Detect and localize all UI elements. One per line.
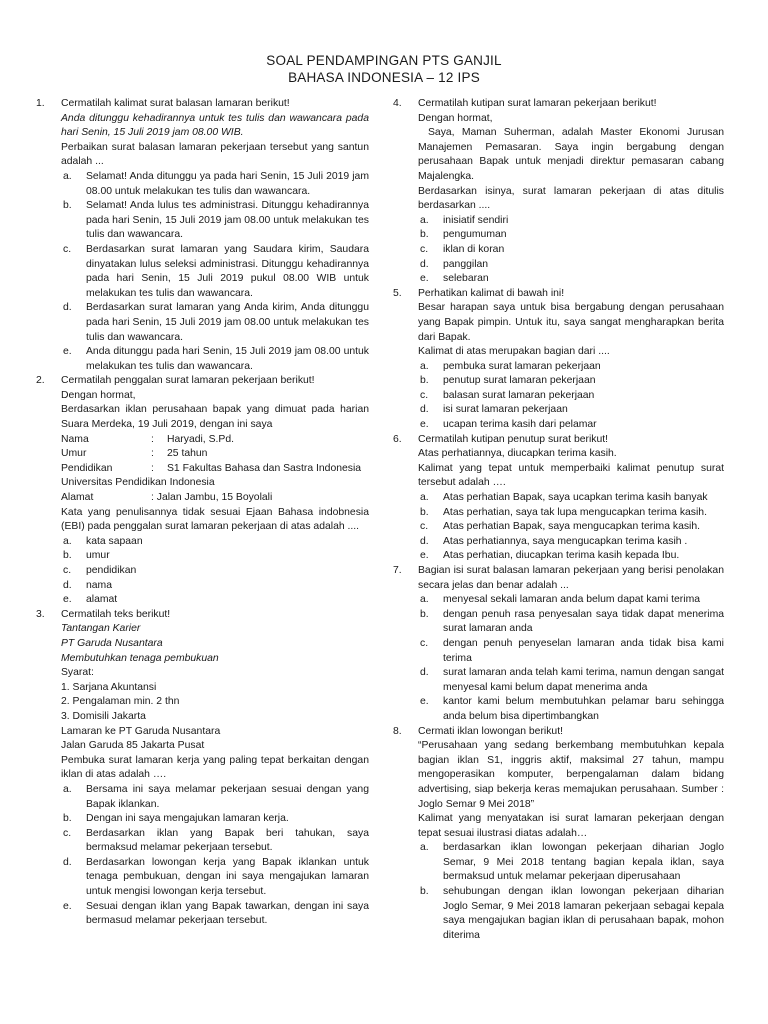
option-text: iklan di koran [443,243,505,255]
option-label: b. [420,886,429,898]
option-c [61,243,369,301]
option-text: selebaran [443,273,489,285]
ad-line: Membutuhkan tenaga pembukuan [61,652,219,664]
option-label: c. [420,243,429,255]
option-text: alamat [86,594,118,606]
option-label: e. [420,419,429,431]
question-stem: Cermatilah kutipan surat lamaran pekerjaan berikut! [418,98,657,109]
option-label: e. [420,273,429,285]
req-line: 2. Pengalaman min. 2 thn [61,696,180,708]
option-text: penutup surat lamaran pekerjaan [443,375,596,387]
option-b [418,885,724,943]
option-label: c. [63,243,72,255]
question-stem: Bagian isi surat balasan lamaran pekerjaan yang berisi penolakan secara jelas dan benar adalah ... [418,565,724,591]
field-sep: : [151,448,154,460]
option-d [418,666,724,695]
option-text: Berdasarkan surat lamaran yang Saudara kirim, Saudara dinyatakan lulus seleksi administrasi. Ditunggu kehadirannya pada hari Senin, 15 Juli 2019 pukul 08.00 WIB untuk melakukan tes tulis dan wawancara. [86,243,369,299]
option-b [61,199,369,243]
option-label: c. [63,827,72,839]
option-label: e. [63,900,72,912]
field-value: Haryadi, S.Pd. [167,433,234,445]
field-row-pendidikan [61,462,369,477]
field-key: Umur [61,448,87,460]
option-label: b. [420,375,429,387]
field-row-umur [61,447,369,462]
option-text: Sesuai dengan iklan yang Bapak tawarkan, dengan ini saya bermasud melamar pekerjaan tersebut. [86,900,369,927]
field-sep: : [151,433,154,445]
option-text: nama [86,579,112,591]
req-line: 3. Domisili Jakarta [61,710,146,722]
field-key: Alamat [61,492,94,504]
option-label: e. [63,346,72,358]
field-value: S1 Fakultas Bahasa dan Sastra Indonesia [167,462,362,474]
question-ask: Berdasarkan isinya, surat lamaran pekerjaan di atas ditulis berdasarkan .... [418,185,724,212]
field-value: 25 tahun [167,448,208,460]
letter-body: Saya, Maman Suherman, adalah Master Ekonomi Jurusan Manajemen Pemasaran. Saya ingin bergabung dengan perusahaan Bapak untuk menjadi direktur pemasaran cabang Majalengka. [418,127,724,182]
question-ask: Kalimat yang menyatakan isi surat lamaran pekerjaan dengan tepat sesuai ilustrasi diatas adalah… [418,813,724,839]
option-text: Bersama ini saya melamar pekerjaan sesuai dengan yang Bapak iklankan. [86,783,369,810]
letter-greeting: Dengan hormat, [61,389,136,401]
option-label: a. [63,783,72,795]
question-stem: Cermatilah teks berikut! [61,608,171,620]
field-key: Nama [61,433,89,445]
question-8 [393,725,724,944]
ad-line: Tantangan Karier [61,623,141,635]
option-a [418,491,724,506]
question-stem: Cermatilah penggalan surat lamaran pekerjaan berikut! [61,375,315,387]
question-ask: Kalimat di atas merupakan bagian dari .... [418,346,610,358]
option-label: b. [63,550,72,562]
question-number: 7. [393,565,402,576]
question-5 [393,287,724,433]
field-value: : Jalan Jambu, 15 Boyolali [151,492,273,504]
question-number: 1. [36,98,45,109]
option-label: a. [420,594,429,606]
option-label: e. [420,550,429,562]
title-line-2: BAHASA INDONESIA – 12 IPS [288,70,480,85]
question-number: 8. [393,725,402,737]
question-4 [393,97,724,287]
option-label: d. [420,535,429,547]
option-c [418,637,724,666]
option-e [418,418,724,433]
option-label: c. [420,637,429,649]
option-a [61,535,369,550]
option-label: c. [63,565,72,576]
option-e [418,549,724,564]
option-a [61,170,369,199]
option-text: Dengan ini saya mengajukan lamaran kerja. [86,813,289,825]
question-number: 6. [393,433,402,445]
option-text: ucapan terima kasih dari pelamar [443,419,597,431]
option-text: panggilan [443,258,489,270]
option-text: surat lamaran anda telah kami terima, namun dengan sangat menyesal kami belum dapat menerima anda [443,667,724,693]
question-stem: Perhatikan kalimat di bawah ini! [418,287,565,299]
option-label: d. [420,667,429,679]
letter-greeting: Dengan hormat, [418,112,493,124]
option-a [418,214,724,229]
option-d [61,856,369,900]
option-text: Atas perhatiannya, saya mengucapkan terima kasih . [443,535,688,547]
question-number: 3. [36,608,45,620]
option-b [418,228,724,243]
option-c [418,389,724,404]
left-column [36,97,369,929]
option-label: e. [63,594,72,606]
option-label: b. [420,506,429,518]
option-text: balasan surat lamaran pekerjaan [443,389,595,401]
field-univ: Universitas Pendidikan Indonesia [61,477,215,489]
option-label: a. [420,214,429,226]
question-stem: Cermatilah kutipan penutup surat berikut! [418,433,609,445]
option-d [61,579,369,594]
option-e [418,695,724,724]
question-stem: Cermati iklan lowongan berikut! [418,725,563,737]
option-e [418,272,724,287]
option-b [61,812,369,827]
field-key: Pendidikan [61,462,113,474]
option-label: b. [420,608,429,620]
option-e [61,593,369,608]
option-text: Atas perhatian Bapak, saya mengucapkan terima kasih. [443,521,701,533]
option-text: pendidikan [86,565,137,576]
req-line: Syarat: [61,667,94,679]
option-a [418,360,724,375]
question-7 [393,564,724,725]
option-text: kantor kami belum membutuhkan pelamar baru sehingga anda belum bisa dipertimbangkan [443,696,724,722]
option-text: dengan penuh rasa penyesalan saya tidak dapat menerima surat lamaran anda [443,608,724,635]
option-label: a. [420,842,429,854]
field-sep: : [151,462,154,474]
question-2 [36,374,369,608]
option-c [61,827,369,856]
option-text: pengumuman [443,229,507,241]
option-label: d. [420,404,429,416]
req-line: Lamaran ke PT Garuda Nusantara [61,725,221,737]
question-number: 4. [393,98,402,109]
option-c [418,243,724,258]
letter-intro: Berdasarkan iklan perusahaan bapak yang dimuat pada harian Suara Merdeka, 19 Juli 2019, dengan ini saya [61,404,369,431]
question-1 [36,97,369,374]
option-c [61,564,369,579]
field-row-nama [61,433,369,448]
option-label: b. [420,229,429,241]
option-text: berdasarkan iklan lowongan pekerjaan diharian Joglo Semar, 9 Mei 2018 tentang bagian kepala iklan, saya bermaksud untuk melamar pekerjaan diperusahaan [443,842,724,883]
question-number: 5. [393,287,402,299]
question-quote: Atas perhatiannya, diucapkan terima kasih. [418,448,617,460]
question-6 [393,433,724,564]
option-label: c. [420,389,429,401]
option-text: Selamat! Anda lulus tes administrasi. Ditunggu kehadirannya pada hari Senin, 15 Juli 2019 jam 08.00 untuk melakukan tes tulis dan wawancara. [86,200,369,241]
option-label: a. [420,360,429,372]
option-a [418,593,724,608]
option-a [61,783,369,812]
option-label: b. [63,200,72,212]
question-number: 2. [36,375,45,387]
option-b [418,506,724,521]
option-d [418,535,724,550]
option-label: c. [420,521,429,533]
option-text: dengan penuh penyeselan lamaran anda tidak bisa kami terima [443,637,724,664]
option-text: Berdasarkan surat lamaran yang Anda kirim, Anda ditunggu pada hari Senin, 15 Juli 2019 jam 08.00 untuk melakukan tes tulis dan wawancara. [86,302,369,343]
option-text: Atas perhatian, diucapkan terima kasih kepada Ibu. [443,550,680,562]
question-ask: Pembuka surat lamaran kerja yang paling tepat berkaitan dengan iklan di atas adalah …. [61,754,369,781]
document-title [0,52,768,86]
option-b [418,608,724,637]
title-line-1: SOAL PENDAMPINGAN PTS GANJIL [266,53,502,68]
option-text: sehubungan dengan iklan lowongan pekerjaan diharian Joglo Semar, 9 Mei 2018 lamaran pekerjaan sebagai kepala saya mengajukan bagian iklan di perusahaan bapak, mohon diterima [443,886,724,941]
question-stem: Cermatilah kalimat surat balasan lamaran berikut! [61,98,290,109]
option-b [418,374,724,389]
option-c [418,520,724,535]
question-quote: Besar harapan saya untuk bisa bergabung dengan perusahaan yang Bapak pimpin. Untuk itu, saya sangat mengharapkan berita dari Bapak. [418,302,724,343]
right-column [393,97,724,943]
option-text: Anda ditunggu pada hari Senin, 15 Juli 2019 jam 08.00 untuk melakukan tes tulis dan wawancara. [86,346,369,372]
option-label: e. [420,696,429,708]
option-text: Atas perhatian Bapak, saya ucapkan terima kasih banyak [443,492,708,504]
option-text: Berdasarkan lowongan kerja yang Bapak iklankan untuk tenaga pembukuan, dengan ini saya mengajukan lamaran untuk mengisi lowongan kerja tersebut. [86,856,369,898]
option-text: isi surat lamaran pekerjaan [443,404,568,416]
option-text: inisiatif sendiri [443,214,509,226]
option-label: a. [63,170,72,182]
option-a [418,841,724,885]
option-text: kata sapaan [86,535,143,547]
option-d [418,258,724,273]
option-label: d. [63,856,72,868]
question-ask: Perbaikan surat balasan lamaran pekerjaan tersebut yang santun adalah ... [61,141,369,168]
option-label: a. [420,492,429,504]
option-label: d. [63,579,72,591]
question-quote: “Perusahaan yang sedang berkembang membutuhkan kepala bagian iklan S1, inggris aktif, maksimal 27 tahun, mampu mengoperasikan komputer, berpengalaman dalam bidang advertising, siap bekerja keras memajukan perusahaan. Sumber : Joglo Semar 9 Mei 2018” [418,740,724,810]
option-e [61,900,369,929]
option-text: pembuka surat lamaran pekerjaan [443,360,601,372]
option-d [418,403,724,418]
question-ask: Kata yang penulisannya tidak sesuai Ejaan Bahasa indobnesia (EBI) pada penggalan surat lamaran pekerjaan di atas adalah .... [61,506,369,533]
option-text: umur [86,550,110,562]
option-text: Berdasarkan iklan yang Bapak beri tahukan, saya bermaksud melamar pekerjaan tersebut. [86,827,369,854]
option-label: a. [63,535,72,547]
option-label: d. [63,302,72,314]
field-row-alamat [61,491,369,506]
option-d [61,301,369,345]
option-text: Selamat! Anda ditunggu ya pada hari Senin, 15 Juli 2019 jam 08.00 untuk melakukan tes tulis dan wawancara. [86,170,369,197]
option-b [61,549,369,564]
option-e [61,345,369,374]
option-label: b. [63,813,72,825]
question-ask: Kalimat yang tepat untuk memperbaiki kalimat penutup surat tersebut adalah …. [418,462,724,489]
option-text: menyesal sekali lamaran anda belum dapat kami terima [443,594,701,606]
option-label: d. [420,258,429,270]
req-line: Jalan Garuda 85 Jakarta Pusat [61,740,205,752]
option-text: Atas perhatian, saya tak lupa mengucapkan terima kasih. [443,506,707,518]
question-3 [36,608,369,929]
ad-line: PT Garuda Nusantara [61,637,163,649]
question-quote: Anda ditunggu kehadirannya untuk tes tulis dan wawancara pada hari Senin, 15 Juli 2019 jam 08.00 WIB. [61,112,369,139]
req-line: 1. Sarjana Akuntansi [61,681,157,693]
